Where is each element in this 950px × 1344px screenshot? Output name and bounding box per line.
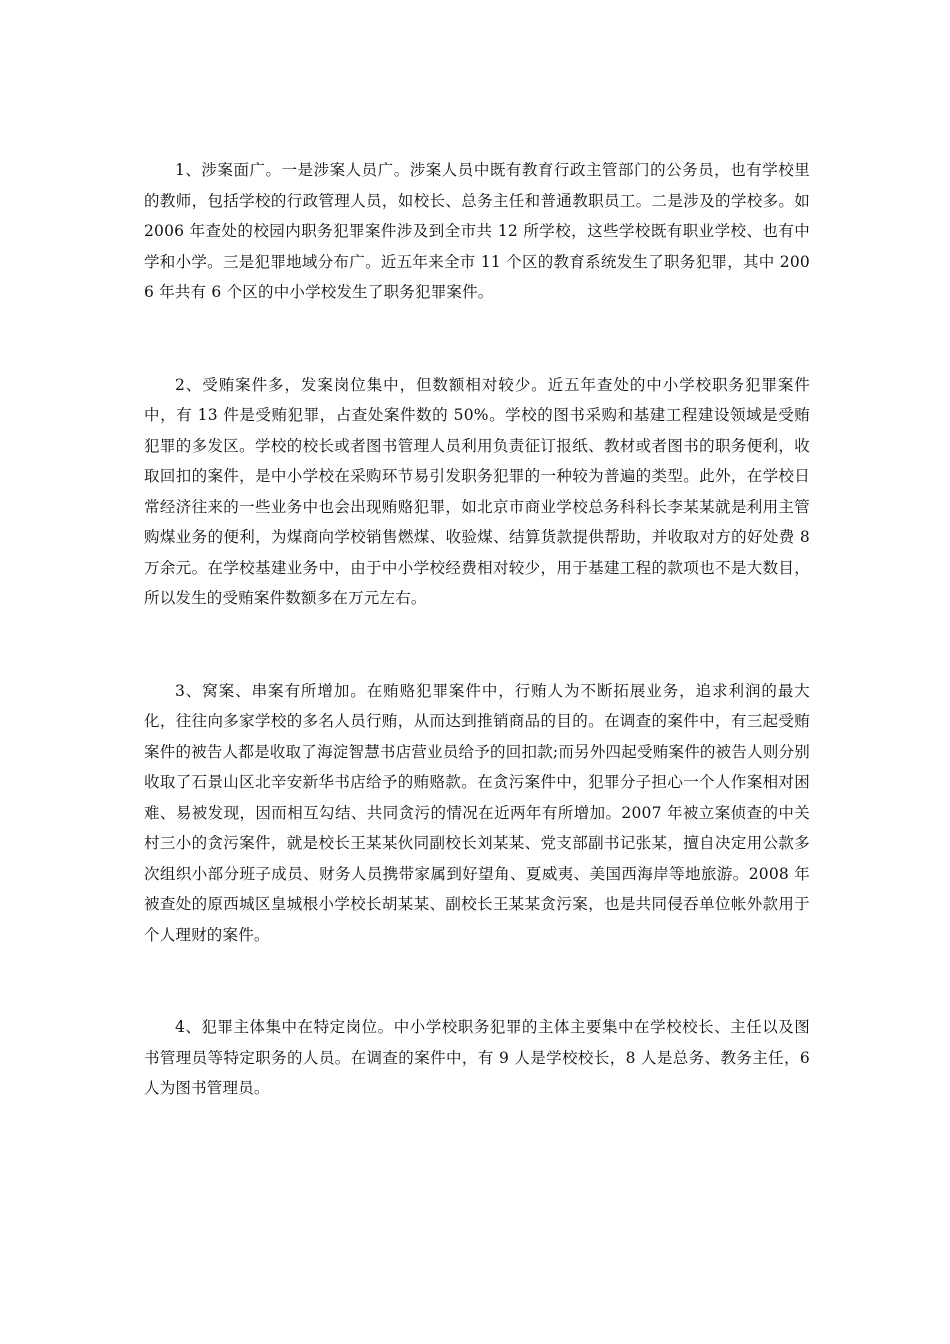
paragraph-1: 1、涉案面广。一是涉案人员广。涉案人员中既有教育行政主管部门的公务员，也有学校里的教师，包括学校的行政管理人员，如校长、总务主任和普通教职员工。二是涉及的学校多。如 2006 年查处的校园内职务犯罪案件涉及到全市共 12 所学校，这些学校既有职业学校、也有中学和小学。三是犯罪地域分布广。近五年来全市 11 个区的教育系统发生了职务犯罪，其中 2006 年共有 6 个区的中小学校发生了职务犯罪案件。: [144, 161, 810, 301]
paragraph-4: 4、犯罪主体集中在特定岗位。中小学校职务犯罪的主体主要集中在学校校长、主任以及图书管理员等特定职务的人员。在调查的案件中，有 9 人是学校校长，8 人是总务、教务主任，6 人为图书管理员。: [144, 1018, 810, 1097]
document-body: [144, 155, 810, 1104]
paragraph-3: 3、窝案、串案有所增加。在贿赂犯罪案件中，行贿人为不断拓展业务，追求利润的最大化，往往向多家学校的多名人员行贿，从而达到推销商品的目的。在调查的案件中，有三起受贿案件的被告人都是收取了海淀智慧书店营业员给予的回扣款;而另外四起受贿案件的被告人则分别收取了石景山区北辛安新华书店给予的贿赂款。在贪污案件中，犯罪分子担心一个人作案相对困难、易被发现，因而相互勾结、共同贪污的情况在近两年有所增加。2007 年被立案侦查的中关村三小的贪污案件，就是校长王某某伙同副校长刘某某、党支部副书记张某，擅自决定用公款多次组织小部分班子成员、财务人员携带家属到好望角、夏威夷、美国西海岸等地旅游。2008 年被查处的原西城区皇城根小学校长胡某某、副校长王某某贪污案，也是共同侵吞单位帐外款用于个人理财的案件。: [144, 681, 810, 944]
paragraph-spacer: [144, 308, 810, 370]
paragraph-2: 2、受贿案件多，发案岗位集中，但数额相对较少。近五年查处的中小学校职务犯罪案件中，有 13 件是受贿犯罪，占查处案件数的 50%。学校的图书采购和基建工程建设领域是受贿犯罪的多发区。学校的校长或者图书管理人员利用负责征订报纸、教材或者图书的职务便利，收取回扣的案件，是中小学校在采购环节易引发职务犯罪的一种较为普遍的类型。此外，在学校日常经济往来的一些业务中也会出现贿赂犯罪，如北京市商业学校总务科科长李某某就是利用主管购煤业务的便利，为煤商向学校销售燃煤、收验煤、结算货款提供帮助，并收取对方的好处费 8 万余元。在学校基建业务中，由于中小学校经费相对较少，用于基建工程的款项也不是大数目，所以发生的受贿案件数额多在万元左右。: [144, 375, 810, 607]
paragraph-spacer: [144, 614, 810, 676]
paragraph-spacer: [144, 950, 810, 1012]
